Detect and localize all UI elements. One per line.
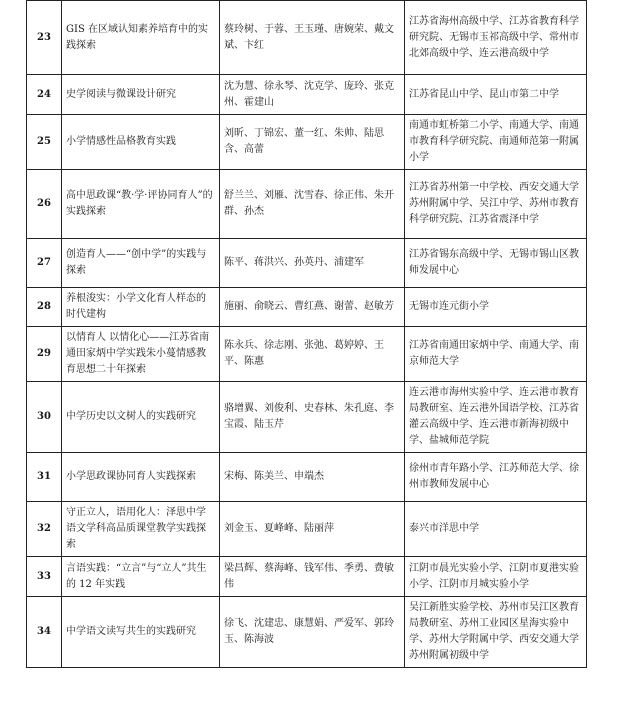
row-number: 31 xyxy=(27,453,62,502)
participants: 宋梅、陈美兰、申端杰 xyxy=(220,453,405,502)
project-title: 守正立人，语用化人：泽思中学语文学科高品质课堂教学实践探索 xyxy=(62,502,220,557)
row-number: 32 xyxy=(27,502,62,557)
institutions: 江苏省南通田家炳中学、南通大学、南京师范大学 xyxy=(405,327,587,382)
project-title: 创造育人——“创中学”的实践与探索 xyxy=(62,239,220,288)
row-number: 33 xyxy=(27,557,62,597)
participants: 梁昌辉、蔡海峰、钱军伟、季勇、费敏伟 xyxy=(220,557,405,597)
participants: 徐飞、沈建忠、康慧娟、严爱军、郭玲玉、陈海波 xyxy=(220,597,405,668)
institutions: 泰兴市洋思中学 xyxy=(405,502,587,557)
project-title: 史学阅读与微课设计研究 xyxy=(62,75,220,115)
project-title: 中学语文读写共生的实践研究 xyxy=(62,597,220,668)
institutions: 江苏省海州高级中学、江苏省教育科学研究院、无锡市玉祁高级中学、常州市北郊高级中学、连云港高级中学 xyxy=(405,1,587,75)
table-row xyxy=(27,75,587,115)
table-row xyxy=(27,115,587,170)
institutions: 无锡市连元街小学 xyxy=(405,288,587,327)
row-number: 30 xyxy=(27,382,62,453)
table-row xyxy=(27,597,587,668)
institutions: 南通市虹桥第二小学、南通大学、南通市教育科学研究院、南通师范第一附属小学 xyxy=(405,115,587,170)
table-row xyxy=(27,382,587,453)
participants: 刘金玉、夏峰峰、陆丽萍 xyxy=(220,502,405,557)
row-number: 27 xyxy=(27,239,62,288)
row-number: 23 xyxy=(27,1,62,75)
participants: 陈平、蒋洪兴、孙英丹、浦建军 xyxy=(220,239,405,288)
project-title: 养根浚实：小学文化育人样态的时代建构 xyxy=(62,288,220,327)
project-title: 言语实践：“立言”与“立人”共生的 12 年实践 xyxy=(62,557,220,597)
participants: 施丽、俞晓云、曹红燕、谢蕾、赵敏芳 xyxy=(220,288,405,327)
table-row xyxy=(27,239,587,288)
participants: 骆增翼、刘俊利、史春林、朱孔庭、李宝霞、陆玉芹 xyxy=(220,382,405,453)
row-number: 34 xyxy=(27,597,62,668)
institutions: 徐州市青年路小学、江苏师范大学、徐州市教师发展中心 xyxy=(405,453,587,502)
institutions: 江苏省昆山中学、昆山市第二中学 xyxy=(405,75,587,115)
row-number: 29 xyxy=(27,327,62,382)
project-title: 小学情感性品格教育实践 xyxy=(62,115,220,170)
participants: 陈永兵、徐志刚、张弛、葛婷婷、王平、陈惠 xyxy=(220,327,405,382)
institutions: 吴江新胜实验学校、苏州市吴江区教育局教研室、苏州工业园区星海实验中学、苏州大学附属中学、西安交通大学苏州附属初级中学 xyxy=(405,597,587,668)
project-title: GIS 在区域认知素养培育中的实践探索 xyxy=(62,1,220,75)
project-title: 中学历史以文树人的实践研究 xyxy=(62,382,220,453)
table-row xyxy=(27,557,587,597)
participants: 蔡玲树、于蓉、王玉瑾、唐婉荣、戴文斌、卞红 xyxy=(220,1,405,75)
row-number: 25 xyxy=(27,115,62,170)
table-row xyxy=(27,288,587,327)
institutions: 连云港市海州实验中学、连云港市教育局教研室、连云港外国语学校、江苏省灌云高级中学、连云港市新海初级中学、盐城师范学院 xyxy=(405,382,587,453)
project-title: 高中思政课“教·学·评协同育人”的实践探索 xyxy=(62,170,220,239)
table-row xyxy=(27,170,587,239)
institutions: 江苏省苏州第一中学校、西安交通大学苏州附属中学、吴江中学、苏州市教育科学研究院、江苏省震泽中学 xyxy=(405,170,587,239)
participants: 沈为慧、徐永琴、沈克学、庞玲、张克州、霍建山 xyxy=(220,75,405,115)
row-number: 24 xyxy=(27,75,62,115)
table-row xyxy=(27,1,587,75)
institutions: 江阴市晨光实验小学、江阴市夏港实验小学、江阴市月城实验小学 xyxy=(405,557,587,597)
project-title: 以情育人 以情化心——江苏省南通田家炳中学实践朱小蔓情感教育思想二十年探索 xyxy=(62,327,220,382)
row-number: 28 xyxy=(27,288,62,327)
table-row xyxy=(27,502,587,557)
project-title: 小学思政课协同育人实践探索 xyxy=(62,453,220,502)
participants: 舒兰兰、刘雁、沈雪春、徐正伟、朱开群、孙杰 xyxy=(220,170,405,239)
row-number: 26 xyxy=(27,170,62,239)
participants: 刘昕、丁锦宏、董一红、朱帅、陆思含、高蕾 xyxy=(220,115,405,170)
table-row xyxy=(27,327,587,382)
table-row xyxy=(27,453,587,502)
institutions: 江苏省锡东高级中学、无锡市锡山区教师发展中心 xyxy=(405,239,587,288)
achievement-table xyxy=(26,0,587,668)
